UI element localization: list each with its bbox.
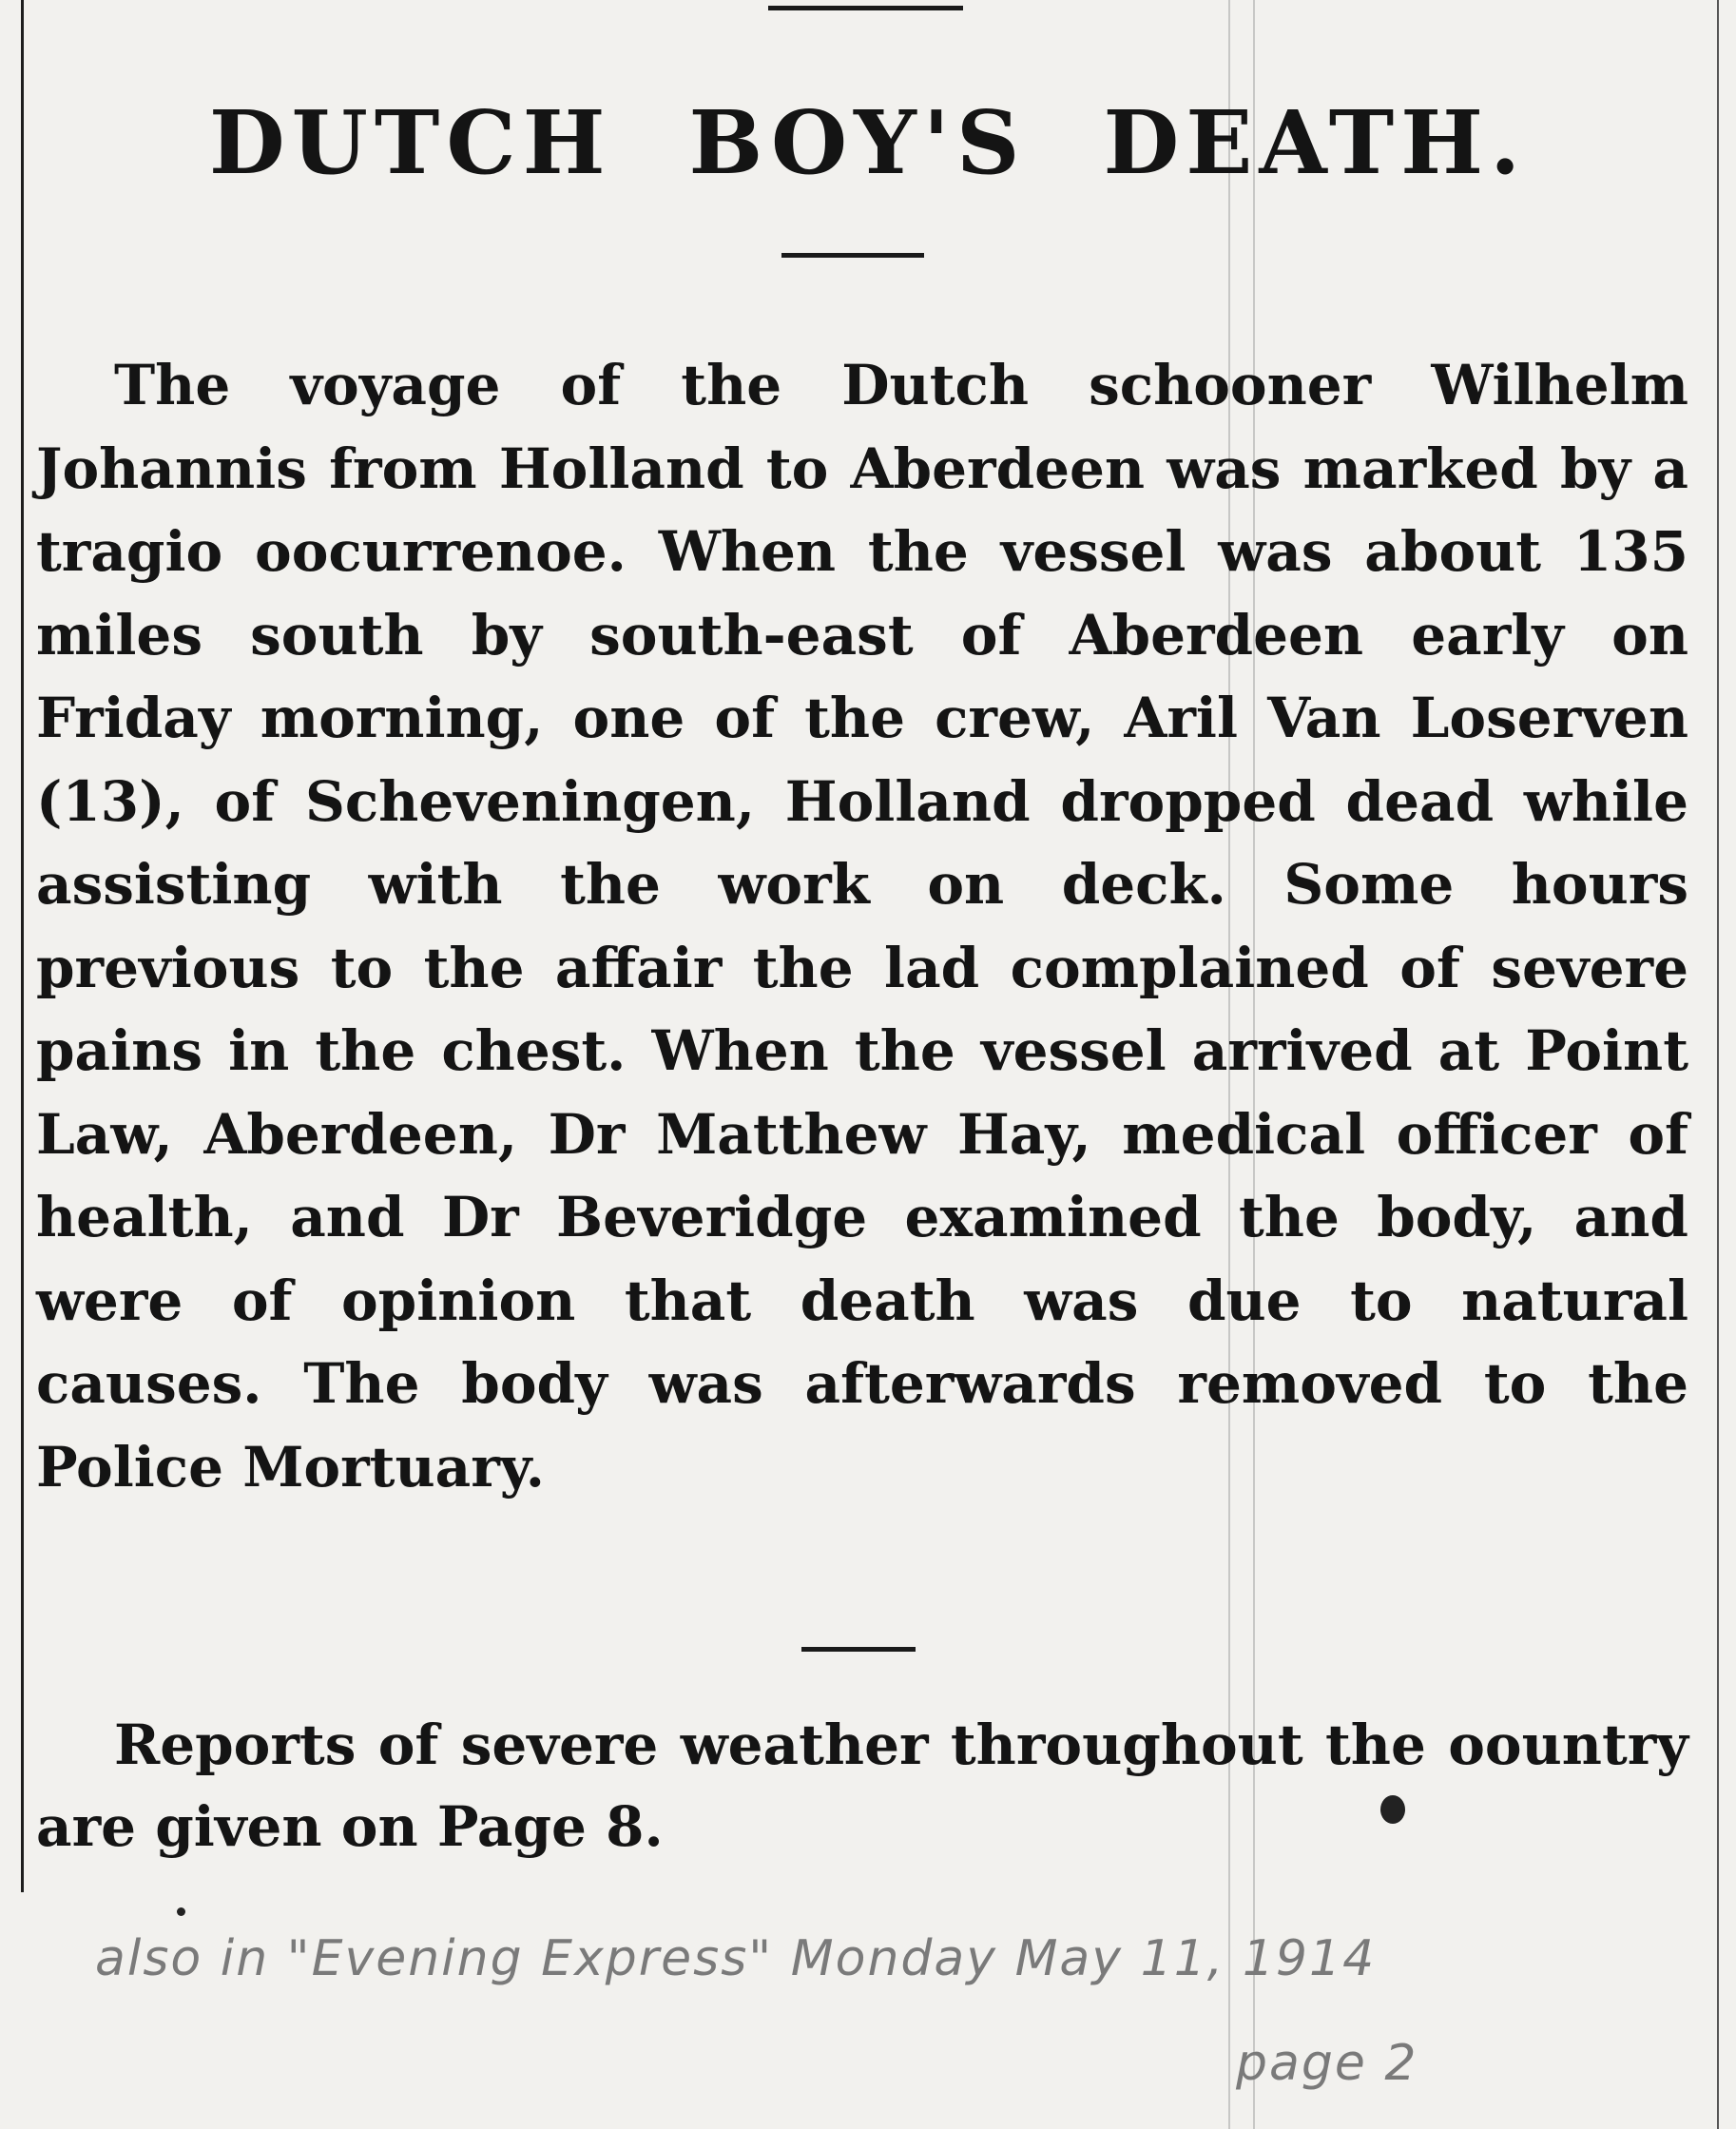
column-rule-left [21,0,24,1892]
article-body: The voyage of the Dutch schooner Wilhelm Johannis from Holland to Aberdeen was marked by a tragio oocurrenoe. When the vessel was about 135 miles south by south-east of Aberdeen early on Friday morning, one of the crew, Aril Van Loserven (13), of Scheveningen, Holland dropped dead while assisting with the work on deck. Some hours previous to the affair the lad complained of severe pains in the chest. When the vessel arrived at Point Law, Aberdeen, Dr Matthew Hay, medical officer of health, and Dr Beveridge examined the body, and were of opinion that death was due to natural causes. The body was afterwards removed to the Police Mortuary. [36,353,1688,1500]
handwritten-page-note: page 2 [1236,2035,1418,2092]
handwritten-note: also in "Evening Express" Monday May 11, 1914 [95,1930,1377,1987]
top-rule [768,6,963,10]
section-rule [801,1647,916,1652]
headline-rule [781,253,924,258]
ink-speck [1380,1795,1405,1824]
headline: DUTCH BOY'S DEATH. [208,91,1528,194]
column-rule-right [1717,0,1719,2129]
ink-speck [177,1907,185,1916]
page-reference-notice: Reports of severe weather throughout the oountry are given on Page 8. [36,1713,1688,1859]
